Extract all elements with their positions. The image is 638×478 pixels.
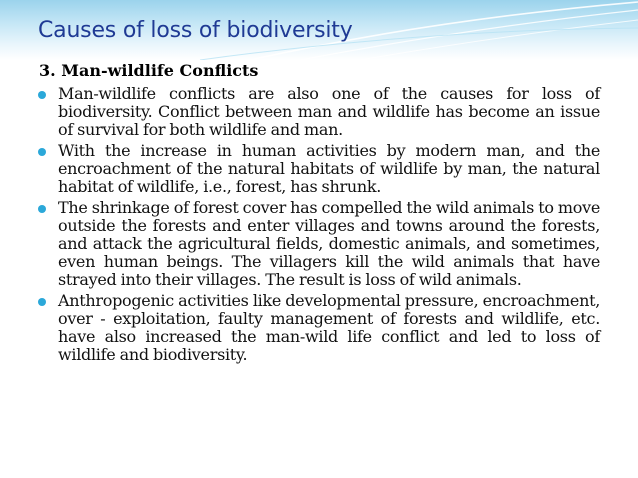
bullet-text: Man-wildlife conflicts are also one of the causes for loss of biodiversity. Conflict between man and wildlife has become an issue of survival for both wildlife and man.: [58, 84, 600, 139]
bullet-list: [38, 85, 600, 367]
bullet-item: [38, 142, 600, 196]
bullet-item: [38, 199, 600, 289]
slide-title: Causes of loss of biodiversity: [38, 18, 353, 43]
bullet-dot-icon: [38, 205, 46, 213]
bullet-item: [38, 85, 600, 139]
bullet-dot-icon: [38, 298, 46, 306]
bullet-text: Anthropogenic activities like developmental pressure, encroachment, over - exploitation, faulty management of forests and wildlife, etc. have also increased the man-wild life conflict and led to loss of wildlife and biodiversity.: [58, 291, 600, 364]
bullet-dot-icon: [38, 91, 46, 99]
bullet-dot-icon: [38, 148, 46, 156]
bullet-item: [38, 292, 600, 364]
section-subtitle: 3. Man-wildlife Conflicts: [39, 61, 259, 80]
bullet-text: With the increase in human activities by modern man, and the encroachment of the natural habitats of wildlife by man, the natural habitat of wildlife, i.e., forest, has shrunk.: [58, 141, 600, 196]
bullet-text: The shrinkage of forest cover has compelled the wild animals to move outside the forests and enter villages and towns around the forests, and attack the agricultural fields, domestic animals, and sometimes, even human beings. The villagers kill the wild animals that have strayed into their villages. The result is loss of wild animals.: [58, 198, 600, 289]
